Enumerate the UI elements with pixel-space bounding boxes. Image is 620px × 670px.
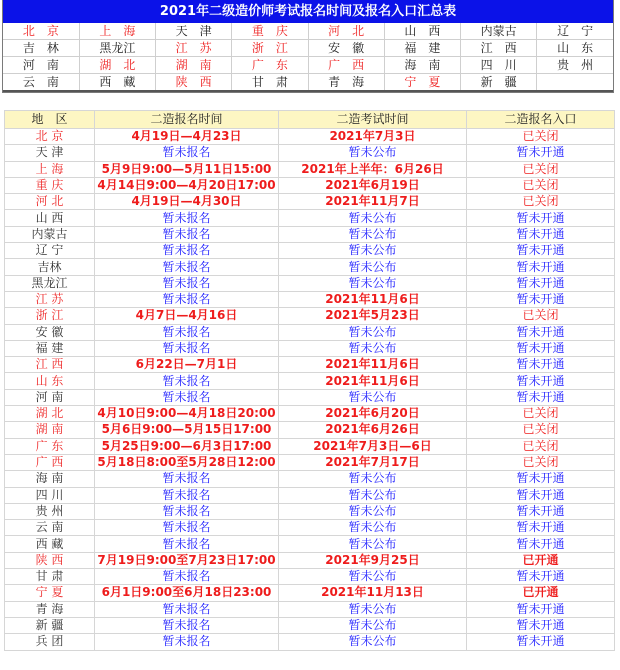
exam-time-cell: 2021年上半年：6月26日 [279,161,467,177]
registration-time-cell: 6月22日—7月1日 [95,357,279,373]
region-cell: 陕 西 [5,552,95,568]
region-cell: 湖 北 [5,406,95,422]
registration-entry-link[interactable]: 已关闭 [467,177,615,193]
exam-time-cell: 暂未公布 [279,389,467,405]
table-row [5,471,615,487]
registration-time-cell: 4月7日—4月16日 [95,308,279,324]
region-cell: 广 东 [5,438,95,454]
registration-entry-link[interactable]: 暂未开通 [467,471,615,487]
exam-time-cell: 暂未公布 [279,601,467,617]
region-cell: 内蒙古 [5,226,95,242]
header-exam-time: 二造考试时间 [279,111,467,129]
registration-entry-link[interactable]: 暂未开通 [467,243,615,259]
table-row [5,536,615,552]
table-row [5,161,615,177]
summary-region-link[interactable]: 广 西 [308,57,384,74]
summary-region-link[interactable]: 上 海 [79,23,155,40]
registration-entry-link[interactable]: 暂未开通 [467,340,615,356]
summary-row [3,57,613,74]
registration-entry-link[interactable]: 已关闭 [467,129,615,145]
registration-time-cell: 6月1日9:00至6月18日23:00 [95,585,279,601]
table-row [5,552,615,568]
region-cell: 山 西 [5,210,95,226]
registration-entry-link[interactable]: 暂未开通 [467,145,615,161]
exam-time-cell: 暂未公布 [279,340,467,356]
summary-region-link [537,74,613,92]
exam-time-cell: 暂未公布 [279,487,467,503]
region-cell: 安 徽 [5,324,95,340]
summary-region-link[interactable]: 天 津 [156,23,232,40]
registration-time-cell: 4月14日9:00—4月20日17:00 [95,177,279,193]
registration-entry-link[interactable]: 已关闭 [467,438,615,454]
summary-table [2,0,614,93]
registration-time-cell: 暂未报名 [95,487,279,503]
exam-time-cell: 暂未公布 [279,569,467,585]
summary-region-link[interactable]: 北 京 [3,23,79,40]
registration-entry-link[interactable]: 已关闭 [467,194,615,210]
exam-time-cell: 2021年7月3日 [279,129,467,145]
registration-entry-link[interactable]: 暂未开通 [467,291,615,307]
exam-time-cell: 2021年7月3日—6日 [279,438,467,454]
registration-time-cell: 暂未报名 [95,275,279,291]
table-row [5,406,615,422]
region-cell: 贵 州 [5,503,95,519]
registration-time-cell: 7月19日9:00至7月23日17:00 [95,552,279,568]
exam-time-cell: 暂未公布 [279,471,467,487]
summary-region-link[interactable]: 青 海 [308,74,384,92]
registration-time-cell: 暂未报名 [95,210,279,226]
summary-region-link[interactable]: 甘 肃 [232,74,308,92]
registration-time-cell: 暂未报名 [95,259,279,275]
exam-time-cell: 2021年6月19日 [279,177,467,193]
registration-entry-link[interactable]: 暂未开通 [467,324,615,340]
header-row [5,111,615,129]
registration-entry-link[interactable]: 暂未开通 [467,373,615,389]
summary-region-link[interactable]: 浙 江 [232,40,308,57]
region-cell: 浙 江 [5,308,95,324]
registration-entry-link[interactable]: 暂未开通 [467,275,615,291]
registration-time-cell: 5月18日8:00至5月28日12:00 [95,454,279,470]
summary-region-link[interactable]: 四 川 [461,57,537,74]
summary-region-link[interactable]: 吉 林 [3,40,79,57]
summary-region-link[interactable]: 山 东 [537,40,613,57]
registration-entry-link[interactable]: 已关闭 [467,422,615,438]
region-cell: 甘 肃 [5,569,95,585]
region-cell: 辽 宁 [5,243,95,259]
summary-region-link[interactable]: 海 南 [384,57,460,74]
summary-region-link[interactable]: 江 苏 [156,40,232,57]
exam-time-cell: 2021年11月6日 [279,357,467,373]
table-row [5,340,615,356]
summary-region-link[interactable]: 陕 西 [156,74,232,92]
header-registration-entry: 二造报名入口 [467,111,615,129]
region-cell: 广 西 [5,454,95,470]
region-cell: 黑龙江 [5,275,95,291]
table-row [5,275,615,291]
table-row [5,487,615,503]
exam-time-cell: 2021年7月17日 [279,454,467,470]
exam-time-cell: 2021年11月7日 [279,194,467,210]
summary-region-link[interactable]: 新 疆 [461,74,537,92]
registration-time-cell: 暂未报名 [95,569,279,585]
registration-entry-link[interactable]: 暂未开通 [467,520,615,536]
region-cell: 福 建 [5,340,95,356]
summary-region-link[interactable]: 安 徽 [308,40,384,57]
exam-time-cell: 2021年11月6日 [279,291,467,307]
registration-time-cell: 4月10日9:00—4月18日20:00 [95,406,279,422]
region-cell: 江 西 [5,357,95,373]
region-cell: 青 海 [5,601,95,617]
region-cell: 河 南 [5,389,95,405]
registration-time-cell: 暂未报名 [95,291,279,307]
exam-time-cell: 暂未公布 [279,520,467,536]
table-row [5,194,615,210]
header-region: 地 区 [5,111,95,129]
registration-time-cell: 暂未报名 [95,634,279,650]
summary-region-link[interactable]: 宁 夏 [384,74,460,92]
registration-entry-link[interactable]: 暂未开通 [467,569,615,585]
region-cell: 西 藏 [5,536,95,552]
exam-time-cell: 暂未公布 [279,259,467,275]
exam-time-cell: 2021年5月23日 [279,308,467,324]
table-row [5,520,615,536]
registration-time-cell: 4月19日—4月30日 [95,194,279,210]
summary-region-link[interactable]: 福 建 [384,40,460,57]
summary-region-link[interactable]: 山 西 [384,23,460,40]
summary-region-link[interactable]: 贵 州 [537,57,613,74]
exam-time-cell: 2021年6月20日 [279,406,467,422]
table-row [5,389,615,405]
exam-time-cell: 暂未公布 [279,243,467,259]
summary-row [3,23,613,40]
summary-region-link[interactable]: 湖 北 [79,57,155,74]
exam-time-cell: 2021年9月25日 [279,552,467,568]
registration-time-cell: 暂未报名 [95,503,279,519]
summary-region-link[interactable]: 云 南 [3,74,79,92]
registration-time-cell: 暂未报名 [95,471,279,487]
registration-time-cell: 暂未报名 [95,243,279,259]
registration-time-cell: 暂未报名 [95,145,279,161]
registration-entry-link[interactable]: 已关闭 [467,454,615,470]
table-row [5,503,615,519]
registration-entry-link[interactable]: 已关闭 [467,161,615,177]
summary-region-link[interactable]: 内蒙古 [461,23,537,40]
summary-row [3,40,613,57]
region-cell: 江 苏 [5,291,95,307]
exam-time-cell: 暂未公布 [279,634,467,650]
registration-entry-link[interactable]: 暂未开通 [467,487,615,503]
registration-time-cell: 4月19日—4月23日 [95,129,279,145]
summary-region-link[interactable]: 黑龙江 [79,40,155,57]
registration-time-cell: 暂未报名 [95,373,279,389]
summary-region-link[interactable]: 重 庆 [232,23,308,40]
exam-time-cell: 2021年11月6日 [279,373,467,389]
summary-row [3,74,613,92]
region-cell: 海 南 [5,471,95,487]
exam-time-cell: 暂未公布 [279,145,467,161]
registration-time-cell: 暂未报名 [95,324,279,340]
header-registration-time: 二造报名时间 [95,111,279,129]
registration-entry-link[interactable]: 暂未开通 [467,634,615,650]
registration-entry-link[interactable]: 暂未开通 [467,226,615,242]
summary-region-link[interactable]: 江 西 [461,40,537,57]
registration-time-cell: 暂未报名 [95,520,279,536]
registration-entry-link[interactable]: 已关闭 [467,406,615,422]
region-cell: 宁 夏 [5,585,95,601]
exam-time-cell: 暂未公布 [279,210,467,226]
registration-time-cell: 5月25日9:00—6月3日17:00 [95,438,279,454]
region-cell: 天 津 [5,145,95,161]
table-row [5,585,615,601]
registration-entry-link[interactable]: 已关闭 [467,308,615,324]
registration-entry-link[interactable]: 暂未开通 [467,503,615,519]
registration-entry-link[interactable]: 暂未开通 [467,259,615,275]
registration-time-cell: 暂未报名 [95,389,279,405]
table-row [5,243,615,259]
exam-time-cell: 暂未公布 [279,503,467,519]
table-row [5,177,615,193]
registration-entry-link[interactable]: 暂未开通 [467,389,615,405]
registration-entry-link[interactable]: 暂未开通 [467,617,615,633]
schedule-table [4,110,615,651]
table-row [5,454,615,470]
region-cell: 北 京 [5,129,95,145]
table-row [5,634,615,650]
table-row [5,617,615,633]
registration-entry-link[interactable]: 暂未开通 [467,536,615,552]
region-cell: 上 海 [5,161,95,177]
registration-time-cell: 5月9日9:00—5月11日15:00 [95,161,279,177]
table-row [5,145,615,161]
registration-time-cell: 暂未报名 [95,340,279,356]
registration-time-cell: 暂未报名 [95,536,279,552]
exam-time-cell: 暂未公布 [279,536,467,552]
registration-entry-link[interactable]: 暂未开通 [467,601,615,617]
registration-entry-link[interactable]: 暂未开通 [467,357,615,373]
summary-region-link[interactable]: 辽 宁 [537,23,613,40]
region-cell: 山 东 [5,373,95,389]
region-cell: 吉林 [5,259,95,275]
table-row [5,569,615,585]
table-row [5,129,615,145]
region-cell: 重 庆 [5,177,95,193]
table-row [5,373,615,389]
exam-time-cell: 暂未公布 [279,324,467,340]
registration-time-cell: 5月6日9:00—5月15日17:00 [95,422,279,438]
exam-time-cell: 暂未公布 [279,617,467,633]
summary-region-link[interactable]: 广 东 [232,57,308,74]
table-row [5,601,615,617]
registration-time-cell: 暂未报名 [95,617,279,633]
summary-region-link[interactable]: 河 南 [3,57,79,74]
region-cell: 兵 团 [5,634,95,650]
registration-entry-link[interactable]: 已开通 [467,585,615,601]
exam-time-cell: 2021年11月13日 [279,585,467,601]
region-cell: 湖 南 [5,422,95,438]
summary-title: 2021年二级造价师考试报名时间及报名入口汇总表 [3,0,613,23]
table-row [5,324,615,340]
exam-time-cell: 暂未公布 [279,226,467,242]
table-row [5,308,615,324]
exam-time-cell: 2021年6月26日 [279,422,467,438]
table-row [5,226,615,242]
region-cell: 云 南 [5,520,95,536]
region-cell: 四 川 [5,487,95,503]
summary-region-link[interactable]: 河 北 [308,23,384,40]
table-row [5,438,615,454]
table-row [5,259,615,275]
region-cell: 新 疆 [5,617,95,633]
region-cell: 河 北 [5,194,95,210]
table-row [5,357,615,373]
table-row [5,291,615,307]
registration-entry-link[interactable]: 已开通 [467,552,615,568]
registration-time-cell: 暂未报名 [95,226,279,242]
summary-region-link[interactable]: 西 藏 [79,74,155,92]
registration-entry-link[interactable]: 暂未开通 [467,210,615,226]
table-row [5,422,615,438]
table-row [5,210,615,226]
summary-region-link[interactable]: 湖 南 [156,57,232,74]
exam-time-cell: 暂未公布 [279,275,467,291]
registration-time-cell: 暂未报名 [95,601,279,617]
